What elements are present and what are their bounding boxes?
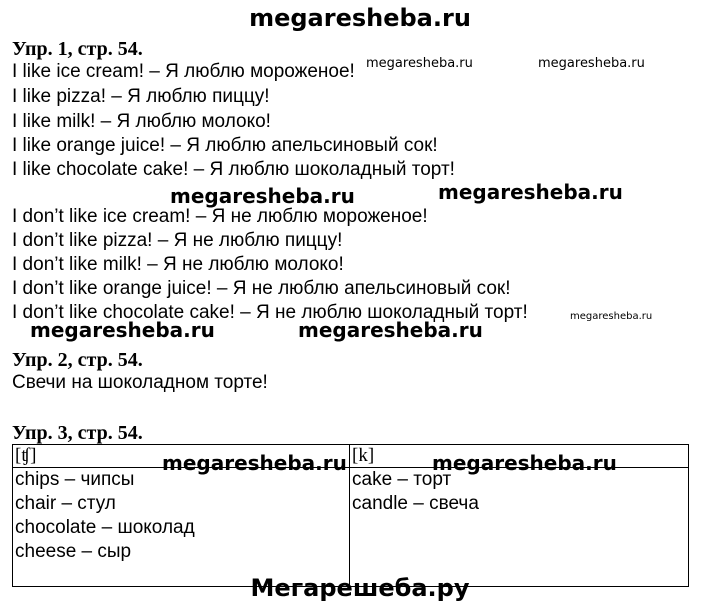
watermark: megaresheba.ru bbox=[30, 318, 215, 342]
watermark-bottom: Мегарешеба.ру bbox=[250, 574, 470, 602]
watermark: megaresheba.ru bbox=[162, 451, 347, 475]
word-item: chair – стул bbox=[15, 493, 116, 514]
dislike-line: I don’t like milk! – Я не люблю молоко! bbox=[12, 254, 344, 275]
word-list-ch bbox=[13, 468, 350, 587]
exercise-2-text: Свечи на шоколадном торте! bbox=[12, 372, 268, 393]
word-item: chips – чипсы bbox=[15, 469, 135, 490]
watermark: megaresheba.ru bbox=[538, 56, 645, 71]
like-line: I like ice cream! – Я люблю мороженое! bbox=[12, 61, 355, 82]
watermark: megaresheba.ru bbox=[438, 180, 623, 204]
word-item: chocolate – шоколад bbox=[15, 517, 195, 538]
watermark: megaresheba.ru bbox=[298, 318, 483, 342]
word-list-k bbox=[350, 468, 689, 587]
word-item: candle – свеча bbox=[352, 493, 479, 514]
exercise-1-heading: Упр. 1, стр. 54. bbox=[12, 38, 143, 60]
like-line: I like pizza! – Я люблю пиццу! bbox=[12, 86, 270, 107]
watermark: megaresheba.ru bbox=[432, 451, 617, 475]
dislike-line: I don’t like ice cream! – Я не люблю мороженое! bbox=[12, 206, 428, 227]
exercise-3-heading: Упр. 3, стр. 54. bbox=[12, 422, 143, 444]
watermark-top: megaresheba.ru bbox=[249, 4, 471, 32]
dislike-line: I don’t like chocolate cake! – Я не люблю шоколадный торт! bbox=[12, 302, 528, 323]
word-item: cheese – сыр bbox=[15, 541, 132, 562]
watermark: megaresheba.ru bbox=[366, 56, 473, 71]
sound-header-ch: [ʧ] bbox=[13, 445, 350, 468]
sound-header-k: [k] bbox=[350, 445, 689, 468]
like-line: I like orange juice! – Я люблю апельсиновый сок! bbox=[12, 135, 438, 156]
dislike-line: I don’t like pizza! – Я не люблю пиццу! bbox=[12, 230, 343, 251]
like-line: I like chocolate cake! – Я люблю шоколадный торт! bbox=[12, 159, 455, 180]
dislike-line: I don’t like orange juice! – Я не люблю апельсиновый сок! bbox=[12, 278, 511, 299]
watermark: megaresheba.ru bbox=[170, 184, 355, 208]
exercise-2-heading: Упр. 2, стр. 54. bbox=[12, 349, 143, 371]
like-line: I like milk! – Я люблю молоко! bbox=[12, 111, 271, 132]
watermark: megaresheba.ru bbox=[570, 311, 653, 322]
word-item: cake – торт bbox=[352, 469, 452, 490]
